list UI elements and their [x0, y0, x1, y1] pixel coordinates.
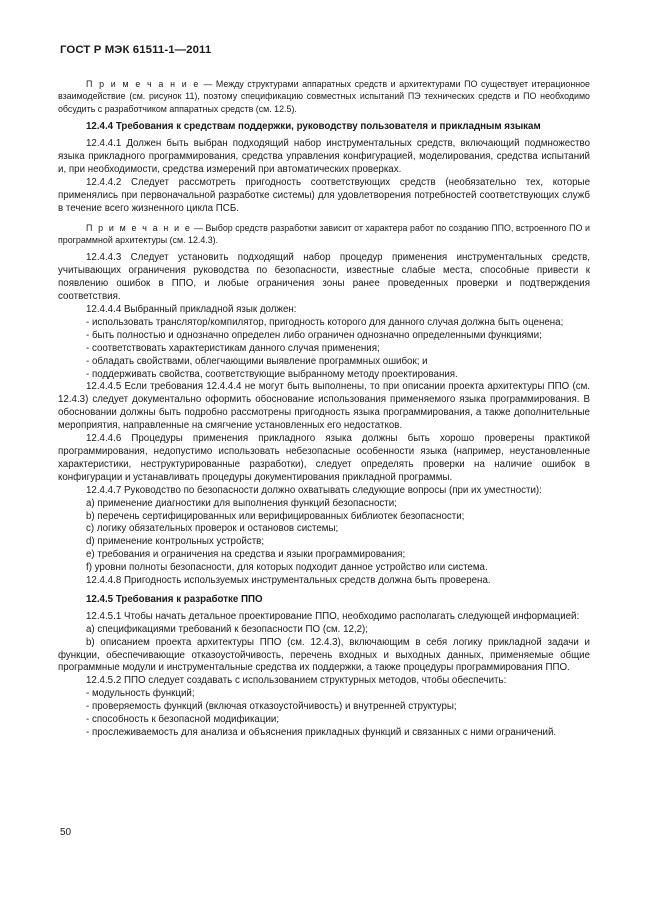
note-text: — Выбор средств разработки зависит от характера работ по созданию ППО, встроенного ПО и программной архитектуры (см. 12.4.3).: [58, 222, 590, 245]
list-item: d) применение контрольных устройств;: [86, 536, 265, 548]
list-item: e) требования и ограничения на средства и языки программирования;: [86, 549, 406, 561]
paragraph-12-4-5-2: 12.4.5.2 ППО следует создавать с использованием структурных методов, чтобы обеспечить:: [86, 675, 507, 687]
note-paragraph: [58, 222, 590, 247]
paragraph-12-4-5-1: 12.4.5.1 Чтобы начать детальное проектирование ППО, необходимо располагать следующей информацией:: [86, 610, 580, 622]
list-item: - поддерживать свойства, соответствующие выбранному методу проектирования.: [86, 368, 458, 380]
paragraph-12-4-4-3: 12.4.4.3 Следует установить подходящий набор процедур применения инструментальных средств, учитывающих ограничения руководства по безопасности, известные слабые места, способные привести к появлению ошибок в ППО, и любые ограничения зоны ранее проведенных проверки и подтверждения соответствия.: [58, 252, 590, 303]
list-item: f) уровни полноты безопасности, для которых подходит данное устройство или система.: [86, 562, 488, 574]
paragraph-12-4-4-2: 12.4.4.2 Следует рассмотреть пригодность соответствующих средств (необязательно тех, которые применялись при первоначальной разработке системы) для удовлетворения потребностей соответствующих служб в течение всего жизненного цикла ПСБ.: [58, 176, 590, 214]
section-heading-12-4-5: 12.4.5 Требования к разработке ППО: [86, 593, 263, 605]
list-item: а) спецификациями требований к безопасности ПО (см. 12,2);: [86, 623, 369, 635]
list-item: - проверяемость функций (включая отказоустойчивость) и внутренней структуры;: [86, 701, 457, 713]
list-item: c) логику обязательных проверок и остановов системы;: [86, 523, 339, 535]
list-item: - соответствовать характеристикам данного случая применения;: [86, 342, 380, 354]
note-label: П р и м е ч а н и е: [86, 79, 200, 89]
page-number: 50: [60, 827, 72, 838]
note-text: — Между структурами аппаратных средств и архитектурами ПО существует итерационное взаимодействие (см. рисунок 11), поэтому спецификацию совместных испытаний ПЭ технических средств и ПО необходимо обсудить с разработчиком аппаратных средств (см. 12.5).: [58, 79, 590, 114]
paragraph-12-4-4-8: 12.4.4.8 Пригодность используемых инструментальных средств должна быть проверена.: [86, 575, 491, 587]
note-paragraph: [58, 78, 590, 115]
list-item: а) применение диагностики для выполнения функций безопасности;: [86, 497, 397, 509]
list-item: - способность к безопасной модификации;: [86, 714, 280, 726]
list-item: - прослеживаемость для анализа и объяснения прикладных функций и связанных с ними ограничений.: [86, 727, 557, 738]
section-heading-12-4-4: 12.4.4 Требования к средствам поддержки, руководству пользователя и прикладным языкам: [86, 121, 541, 133]
list-item: - обладать свойствами, облегчающими выявление программных ошибок; и: [86, 355, 428, 367]
list-item: b) перечень сертифицированных или верифицированных библиотек безопасности;: [86, 510, 465, 522]
paragraph-12-4-4-4: 12.4.4.4 Выбранный прикладной язык должен:: [86, 304, 297, 315]
paragraph-12-4-4-1: 12.4.4.1 Должен быть выбран подходящий набор инструментальных средств, включающий подмножество языка прикладного программирования, средства управления конфигурацией, моделирования, средства испытаний и, при необходимости, средства измерений при автоматических проверках.: [58, 138, 590, 175]
document-header: ГОСТ Р МЭК 61511-1—2011: [60, 44, 212, 56]
paragraph-12-4-4-7: 12.4.4.7 Руководство по безопасности должно охватывать следующие вопросы (при их уместности):: [86, 484, 542, 496]
paragraph-12-4-4-6: 12.4.4.6 Процедуры применения прикладного языка должны быть хорошо проверены практикой программирования, недопустимо использовать небезопасные особенности языка (например, неустановленные характеристики, неструктурированные разработки), следует определять проверки на наличие ошибок в конфигурации и устанавливать процедуры документирования прикладной программы.: [58, 433, 590, 483]
paragraph-12-4-4-5: 12.4.4.5 Если требования 12.4.4.4 не могут быть выполнены, то при описании проекта архитектуры ППО (см. 12.4.3) следует документально оформить обоснование использования применяемого языка программирования. В обосновании должны быть подробно рассмотрены пригодность языка программирования, а также дополнительные мероприятия, направленные на смягчение установленных его недостатков.: [58, 381, 590, 432]
list-item: b) описанием проекта архитектуры ППО (см. 12.4.3), включающим в себя логику прикладной задачи и функции, обеспечивающие отказоустойчивость, перечень входных и выходных данных, применяемые общие программные модули и инструментальные средства их поддержки, а также процедуры программирования ППО.: [58, 636, 590, 674]
list-item: - модульность функций;: [86, 688, 195, 700]
document-body: [58, 78, 590, 740]
list-item: - быть полностью и однозначно определен либо ограничен однозначно определенными функциями;: [86, 329, 542, 341]
list-item: - использовать транслятор/компилятор, пригодность которого для данного случая должна быть оценена;: [86, 316, 564, 328]
note-label: П р и м е ч а н и е: [86, 222, 192, 233]
